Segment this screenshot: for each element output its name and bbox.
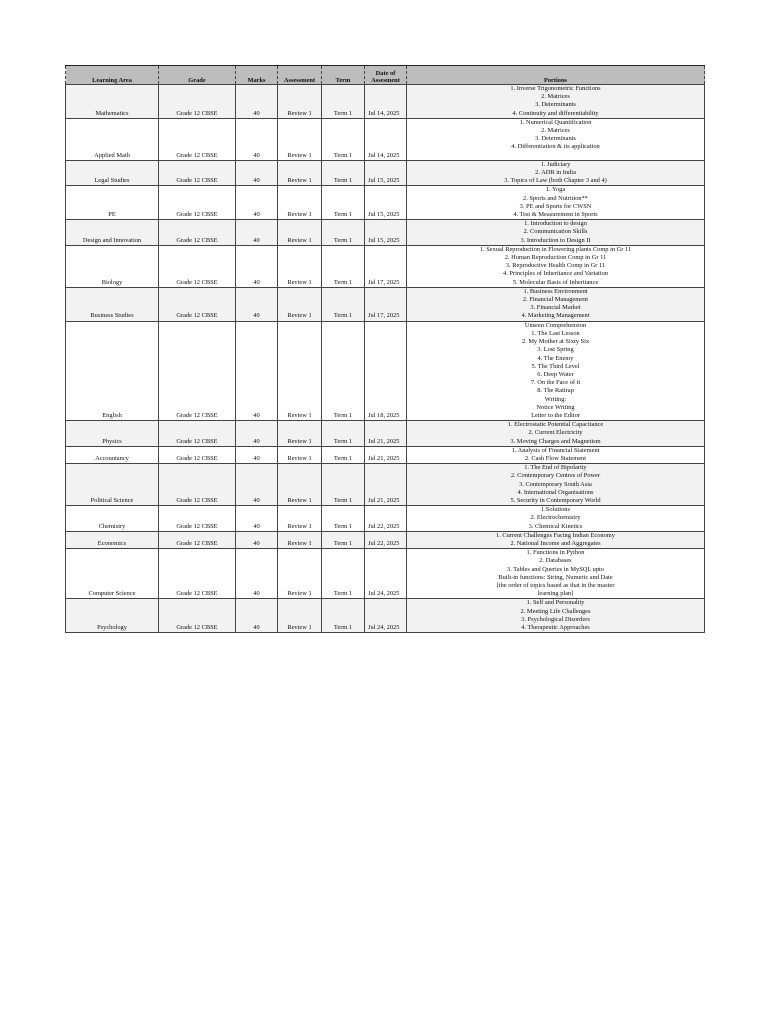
cell-term: Term 1: [322, 549, 365, 599]
cell-learning-area: Economics: [66, 531, 159, 548]
header-learning-area: Learning Area: [66, 66, 159, 85]
portion-item: 2. Cash Flow Statement: [524, 454, 587, 462]
portion-item: 5. Security in Contemporary World: [510, 496, 601, 504]
cell-date: Jul 17, 2025: [365, 287, 407, 321]
table-row: [66, 118, 705, 160]
portion-item: Built-in functions: String, Numeric and Date: [498, 573, 613, 581]
cell-learning-area: Mathematics: [66, 85, 159, 119]
cell-date: Jul 14, 2025: [365, 85, 407, 119]
cell-learning-area: Applied Math: [66, 118, 159, 160]
portion-item: Writing:: [544, 395, 567, 403]
cell-assessment: Review 1: [278, 506, 322, 532]
portion-item: 3. Determinants: [535, 101, 576, 109]
portion-item: 8. The Rattrap: [537, 387, 574, 395]
header-marks: Marks: [236, 66, 278, 85]
portion-item: 2. Current Electricity: [528, 429, 583, 437]
cell-date: Jul 21, 2025: [365, 421, 407, 447]
portion-item: 2. Financial Management: [522, 296, 589, 304]
portion-item: 5. The Third Level: [531, 362, 580, 370]
cell-portions: [407, 118, 705, 160]
assessment-schedule-sheet: [65, 65, 704, 633]
cell-date: Jul 15, 2025: [365, 186, 407, 220]
cell-marks: 40: [236, 321, 278, 420]
table-row: [66, 220, 705, 246]
cell-marks: 40: [236, 186, 278, 220]
portion-item: 1. Sexual Reproduction in Flowering plants Comp in Gr 11: [479, 245, 632, 253]
portion-item: 3. Financial Market: [530, 304, 581, 312]
cell-grade: Grade 12 CBSE: [159, 321, 236, 420]
portion-item: 1. The End of Bipolarity: [524, 464, 587, 472]
table-body: [66, 85, 705, 633]
cell-marks: 40: [236, 118, 278, 160]
cell-portions: [407, 421, 705, 447]
cell-portions: [407, 160, 705, 186]
cell-term: Term 1: [322, 160, 365, 186]
cell-learning-area: Computer Science: [66, 549, 159, 599]
portion-item: Unseen Comprehension: [524, 321, 587, 329]
portion-item: 1. Self and Personality: [526, 599, 585, 607]
cell-learning-area: Physics: [66, 421, 159, 447]
cell-date: Jul 24, 2025: [365, 599, 407, 633]
portion-item: Notice Writing: [536, 403, 575, 411]
cell-portions: [407, 549, 705, 599]
cell-grade: Grade 12 CBSE: [159, 446, 236, 463]
cell-term: Term 1: [322, 506, 365, 532]
portion-item: 2. Meeting Life Challenges: [520, 607, 591, 615]
cell-learning-area: Business Studies: [66, 287, 159, 321]
cell-portions: [407, 531, 705, 548]
portion-item: Letter to the Editor: [531, 411, 580, 419]
cell-term: Term 1: [322, 287, 365, 321]
cell-learning-area: Psychology: [66, 599, 159, 633]
cell-term: Term 1: [322, 118, 365, 160]
portion-item: 1. The Last Lesson: [531, 329, 580, 337]
cell-portions: [407, 446, 705, 463]
table-row: [66, 421, 705, 447]
portion-item: 2. Electrochemistry: [530, 514, 581, 522]
table-row: [66, 549, 705, 599]
portion-item: 1. Inverse Trigonometric Functions: [510, 85, 601, 92]
cell-marks: 40: [236, 549, 278, 599]
portion-item: 5. Molecular Basis of Inheritance: [512, 278, 599, 286]
cell-assessment: Review 1: [278, 245, 322, 287]
cell-term: Term 1: [322, 531, 365, 548]
portion-item: 2. Matrices: [541, 127, 570, 135]
table-row: [66, 245, 705, 287]
cell-assessment: Review 1: [278, 160, 322, 186]
portion-item: learning plan]: [537, 590, 574, 598]
cell-term: Term 1: [322, 421, 365, 447]
header-row: [66, 66, 705, 85]
table-row: [66, 506, 705, 532]
portion-item: 4. Therapeutic Approaches: [521, 624, 590, 631]
portion-item: 3. Reproductive Health Comp in Gr 11: [505, 262, 606, 270]
cell-assessment: Review 1: [278, 599, 322, 633]
cell-grade: Grade 12 CBSE: [159, 599, 236, 633]
portion-item: 4. Continuity and differentiability: [512, 109, 599, 117]
cell-grade: Grade 12 CBSE: [159, 464, 236, 506]
cell-marks: 40: [236, 464, 278, 506]
portion-item: 3. PE and Sports for CWSN: [519, 202, 592, 210]
cell-marks: 40: [236, 506, 278, 532]
cell-grade: Grade 12 CBSE: [159, 118, 236, 160]
cell-assessment: Review 1: [278, 287, 322, 321]
portion-item: 1. Numerical Quantification: [519, 118, 592, 126]
cell-term: Term 1: [322, 321, 365, 420]
cell-grade: Grade 12 CBSE: [159, 506, 236, 532]
portion-item: 4. Marketing Management: [521, 312, 590, 320]
cell-learning-area: Biology: [66, 245, 159, 287]
cell-assessment: Review 1: [278, 549, 322, 599]
portion-item: 2. National Income and Aggregates: [510, 539, 601, 547]
cell-portions: [407, 506, 705, 532]
cell-portions: [407, 599, 705, 633]
header-date-line2: Assesment: [371, 77, 400, 84]
portion-item: 3. Tables and Queries in MySQL upto: [507, 565, 604, 573]
cell-marks: 40: [236, 287, 278, 321]
portion-item: 4. Test & Measurement in Sports: [513, 211, 598, 219]
cell-assessment: Review 1: [278, 85, 322, 119]
cell-assessment: Review 1: [278, 186, 322, 220]
cell-term: Term 1: [322, 85, 365, 119]
cell-assessment: Review 1: [278, 220, 322, 246]
cell-date: Jul 17, 2025: [365, 245, 407, 287]
portion-item: 1. Yoga: [545, 186, 566, 194]
table-row: [66, 186, 705, 220]
cell-portions: [407, 220, 705, 246]
cell-portions: [407, 245, 705, 287]
portion-item: 1. Analysis of Financial Statement: [511, 446, 600, 454]
portion-item: 3. Contemporary South Asia: [519, 480, 592, 488]
cell-portions: [407, 186, 705, 220]
cell-assessment: Review 1: [278, 321, 322, 420]
cell-date: Jul 14, 2025: [365, 118, 407, 160]
cell-marks: 40: [236, 85, 278, 119]
portion-item: 4. The Enemy: [537, 354, 574, 362]
cell-date: Jul 22, 2025: [365, 531, 407, 548]
cell-assessment: Review 1: [278, 446, 322, 463]
cell-portions: [407, 464, 705, 506]
table-row: [66, 599, 705, 633]
cell-portions: [407, 321, 705, 420]
portion-item: 4. Differentiation & its application: [511, 143, 600, 151]
portion-item: 1. Judiciary: [540, 160, 571, 168]
portion-item: 2. Matrices: [541, 93, 570, 101]
cell-marks: 40: [236, 160, 278, 186]
portion-item: 7. On the Face of it: [530, 379, 581, 387]
portion-item: 2. My Mother at Sixty Six: [521, 338, 590, 346]
cell-learning-area: Chemistry: [66, 506, 159, 532]
cell-assessment: Review 1: [278, 421, 322, 447]
portion-item: 2. Communication Skills: [523, 228, 588, 236]
cell-grade: Grade 12 CBSE: [159, 186, 236, 220]
cell-grade: Grade 12 CBSE: [159, 245, 236, 287]
cell-marks: 40: [236, 446, 278, 463]
cell-date: Jul 18, 2025: [365, 321, 407, 420]
cell-term: Term 1: [322, 220, 365, 246]
cell-learning-area: PE: [66, 186, 159, 220]
header-grade: Grade: [159, 66, 236, 85]
portion-item: 1. Functions in Python: [526, 549, 585, 557]
table-row: [66, 531, 705, 548]
portion-item: 6. Deep Water: [537, 370, 574, 378]
portion-item: 3. Determinants: [535, 135, 576, 143]
cell-portions: [407, 85, 705, 119]
portion-item: 1.Solutions: [541, 506, 570, 514]
portion-item: 1. Introduction to design: [524, 220, 587, 228]
header-term: Term: [322, 66, 365, 85]
portion-item: 1. Business Environment: [523, 287, 588, 295]
cell-term: Term 1: [322, 599, 365, 633]
portion-item: 1. Current Challenges Facing Indian Economy: [496, 531, 615, 539]
cell-learning-area: Legal Studies: [66, 160, 159, 186]
cell-marks: 40: [236, 421, 278, 447]
cell-learning-area: Accountancy: [66, 446, 159, 463]
cell-grade: Grade 12 CBSE: [159, 160, 236, 186]
cell-marks: 40: [236, 220, 278, 246]
header-date: [365, 66, 407, 85]
cell-learning-area: Political Science: [66, 464, 159, 506]
cell-grade: Grade 12 CBSE: [159, 287, 236, 321]
portion-item: 1. Electrostatic Potential Capacitance: [507, 421, 604, 429]
table-row: [66, 85, 705, 119]
table-row: [66, 287, 705, 321]
cell-date: Jul 22, 2025: [365, 506, 407, 532]
portion-item: 2. Sports and Nutrition**: [523, 194, 588, 202]
portion-item: 2. Contemporary Centres of Power: [510, 472, 601, 480]
table-row: [66, 160, 705, 186]
portion-item: 4. International Organisations: [517, 488, 594, 496]
portion-item: 2. Databases: [539, 557, 572, 565]
cell-marks: 40: [236, 245, 278, 287]
cell-date: Jul 15, 2025: [365, 160, 407, 186]
portion-item: 3. Moving Charges and Magnetism: [510, 437, 601, 445]
portion-item: [408, 152, 703, 160]
cell-marks: 40: [236, 599, 278, 633]
table-row: [66, 321, 705, 420]
portion-item: 3. Lost Spring: [537, 346, 574, 354]
header-date-line1: Date of: [375, 70, 396, 77]
cell-assessment: Review 1: [278, 464, 322, 506]
cell-date: Jul 15, 2025: [365, 220, 407, 246]
cell-assessment: Review 1: [278, 118, 322, 160]
table-row: [66, 446, 705, 463]
portion-item: 3. Topics of Law (both Chapter 3 and 4): [504, 177, 607, 185]
cell-grade: Grade 12 CBSE: [159, 549, 236, 599]
cell-date: Jul 21, 2025: [365, 446, 407, 463]
cell-grade: Grade 12 CBSE: [159, 531, 236, 548]
cell-portions: [407, 287, 705, 321]
portion-item: 3. Introduction to Design II: [520, 236, 591, 244]
header-portions: Portions: [407, 66, 705, 85]
cell-marks: 40: [236, 531, 278, 548]
portion-item: 2. Human Reproduction Comp in Gr 11: [504, 254, 607, 262]
cell-date: Jul 24, 2025: [365, 549, 407, 599]
header-assessment: Assessment: [278, 66, 322, 85]
cell-grade: Grade 12 CBSE: [159, 220, 236, 246]
portion-item: 3. Psychological Disorders: [521, 615, 590, 623]
assessment-schedule-table: [65, 65, 705, 633]
cell-term: Term 1: [322, 186, 365, 220]
cell-term: Term 1: [322, 464, 365, 506]
portion-item: 3. Chemical Kinetics: [528, 522, 583, 530]
table-row: [66, 464, 705, 506]
cell-learning-area: English: [66, 321, 159, 420]
cell-term: Term 1: [322, 245, 365, 287]
portion-item: [the order of topics based as that in the master: [496, 581, 615, 589]
cell-date: Jul 21, 2025: [365, 464, 407, 506]
cell-term: Term 1: [322, 446, 365, 463]
portion-item: 4. Principles of Inheritance and Variation: [503, 270, 608, 278]
cell-grade: Grade 12 CBSE: [159, 85, 236, 119]
cell-grade: Grade 12 CBSE: [159, 421, 236, 447]
cell-learning-area: Design and Innovation: [66, 220, 159, 246]
portion-item: 2. ADR in India: [535, 169, 576, 177]
cell-assessment: Review 1: [278, 531, 322, 548]
